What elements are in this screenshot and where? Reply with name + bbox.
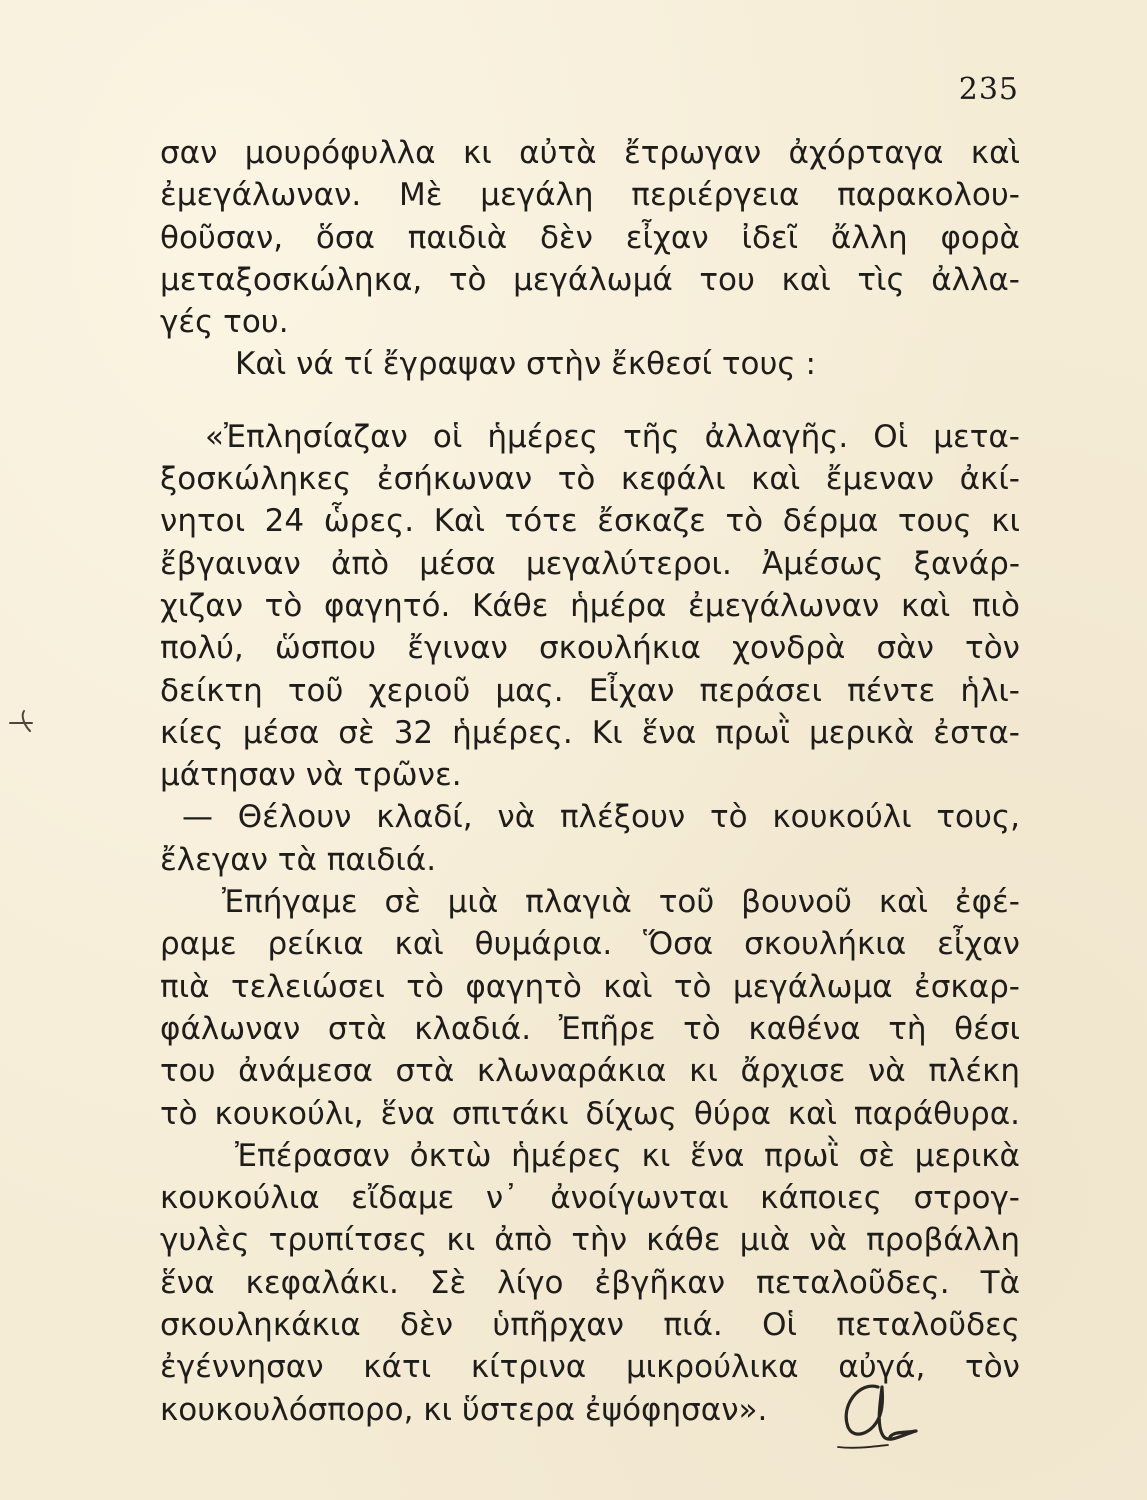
handwritten-signature [830, 1375, 920, 1455]
text-line: δείκτη τοῦ χεριοῦ μας. Εἶχαν περάσει πέντε ἡλι- [160, 672, 1020, 709]
text-line: κουκουλόσπορο, κι ὕστερα ἐψόφησαν». [160, 1391, 768, 1428]
text-line: σαν μουρόφυλλα κι αὐτὰ ἔτρωγαν ἀχόρταγα καὶ [160, 135, 1020, 171]
text-line: σκουληκάκια δὲν ὑπῆρχαν πιά. Οἱ πεταλοῦδες [160, 1307, 1020, 1344]
text-line: ἔβγαιναν ἀπὸ μέσα μεγαλύτεροι. Ἀμέσως ξανάρ- [160, 545, 1020, 582]
text-line: πιὰ τελειώσει τὸ φαγητὸ καὶ τὸ μεγάλωμα ἐσκαρ- [160, 968, 1020, 1005]
text-line: γές του. [160, 304, 289, 341]
text-line: γυλὲς τρυπίτσες κι ἀπὸ τὴν κάθε μιὰ νὰ προβάλλη [160, 1222, 1020, 1259]
text-line: «Ἐπλησίαζαν οἱ ἡμέρες τῆς ἀλλαγῆς. Οἱ μετα- [205, 418, 1020, 455]
text-line: ἕνα κεφαλάκι. Σὲ λίγο ἐβγῆκαν πεταλοῦδες. Τὰ [160, 1264, 1020, 1301]
text-line: μεταξοσκώληκα, τὸ μεγάλωμά του καὶ τὶς ἀλλα- [160, 261, 1020, 298]
text-line: νητοι 24 ὧρες. Καὶ τότε ἔσκαζε τὸ δέρμα τους κι [160, 503, 1020, 540]
text-line: ραμε ρείκια καὶ θυμάρια. Ὅσα σκουλήκια εἶχαν [160, 926, 1020, 963]
text-line: μάτησαν νὰ τρῶνε. [160, 757, 462, 794]
text-line: — Θέλουν κλαδί, νὰ πλέξουν τὸ κουκούλι τους, [182, 799, 1020, 836]
text-line: χιζαν τὸ φαγητό. Κάθε ἡμέρα ἐμεγάλωναν καὶ πιὸ [160, 587, 1020, 624]
text-line: Καὶ νά τί ἔγραψαν στὴν ἔκθεσί τους : [235, 346, 816, 383]
text-line: Ἐπήγαμε σὲ μιὰ πλαγιὰ τοῦ βουνοῦ καὶ ἐφέ- [222, 884, 1020, 921]
text-line: ξοσκώληκες ἐσήκωναν τὸ κεφάλι καὶ ἔμεναν ἀκί- [160, 461, 1020, 498]
text-line: ἐγέννησαν κάτι κίτρινα μικρούλικα αὐγά, τὸν [160, 1349, 1020, 1386]
text-line: φάλωναν στὰ κλαδιά. Ἐπῆρε τὸ καθένα τὴ θέσι [160, 1010, 1020, 1047]
text-line: Ἐπέρασαν ὀκτὼ ἡμέρες κι ἕνα πρωῒ σὲ μερικὰ [235, 1137, 1020, 1174]
body-text [160, 132, 1020, 1431]
paragraph-gap [160, 386, 1020, 416]
margin-mark [6, 705, 46, 735]
text-line: ἔλεγαν τὰ παιδιά. [160, 841, 437, 878]
text-line: θοῦσαν, ὅσα παιδιὰ δὲν εἶχαν ἰδεῖ ἄλλη φορὰ [160, 219, 1020, 256]
text-line: κουκούλια εἴδαμε ν᾿ ἀνοίγωνται κάποιες στρογ- [160, 1180, 1020, 1217]
text-line: κίες μέσα σὲ 32 ἡμέρες. Κι ἕνα πρωῒ μερικὰ ἐστα- [160, 714, 1020, 751]
text-line: πολύ, ὥσπου ἔγιναν σκουλήκια χονδρὰ σὰν τὸν [160, 630, 1020, 667]
text-line: τὸ κουκούλι, ἕνα σπιτάκι δίχως θύρα καὶ παράθυρα. [160, 1095, 1020, 1132]
page-number: 235 [958, 72, 1019, 107]
text-line: ἐμεγάλωναν. Μὲ μεγάλη περιέργεια παρακολου- [160, 177, 1020, 214]
text-line: του ἀνάμεσα στὰ κλωναράκια κι ἄρχισε νὰ πλέκη [160, 1053, 1020, 1090]
